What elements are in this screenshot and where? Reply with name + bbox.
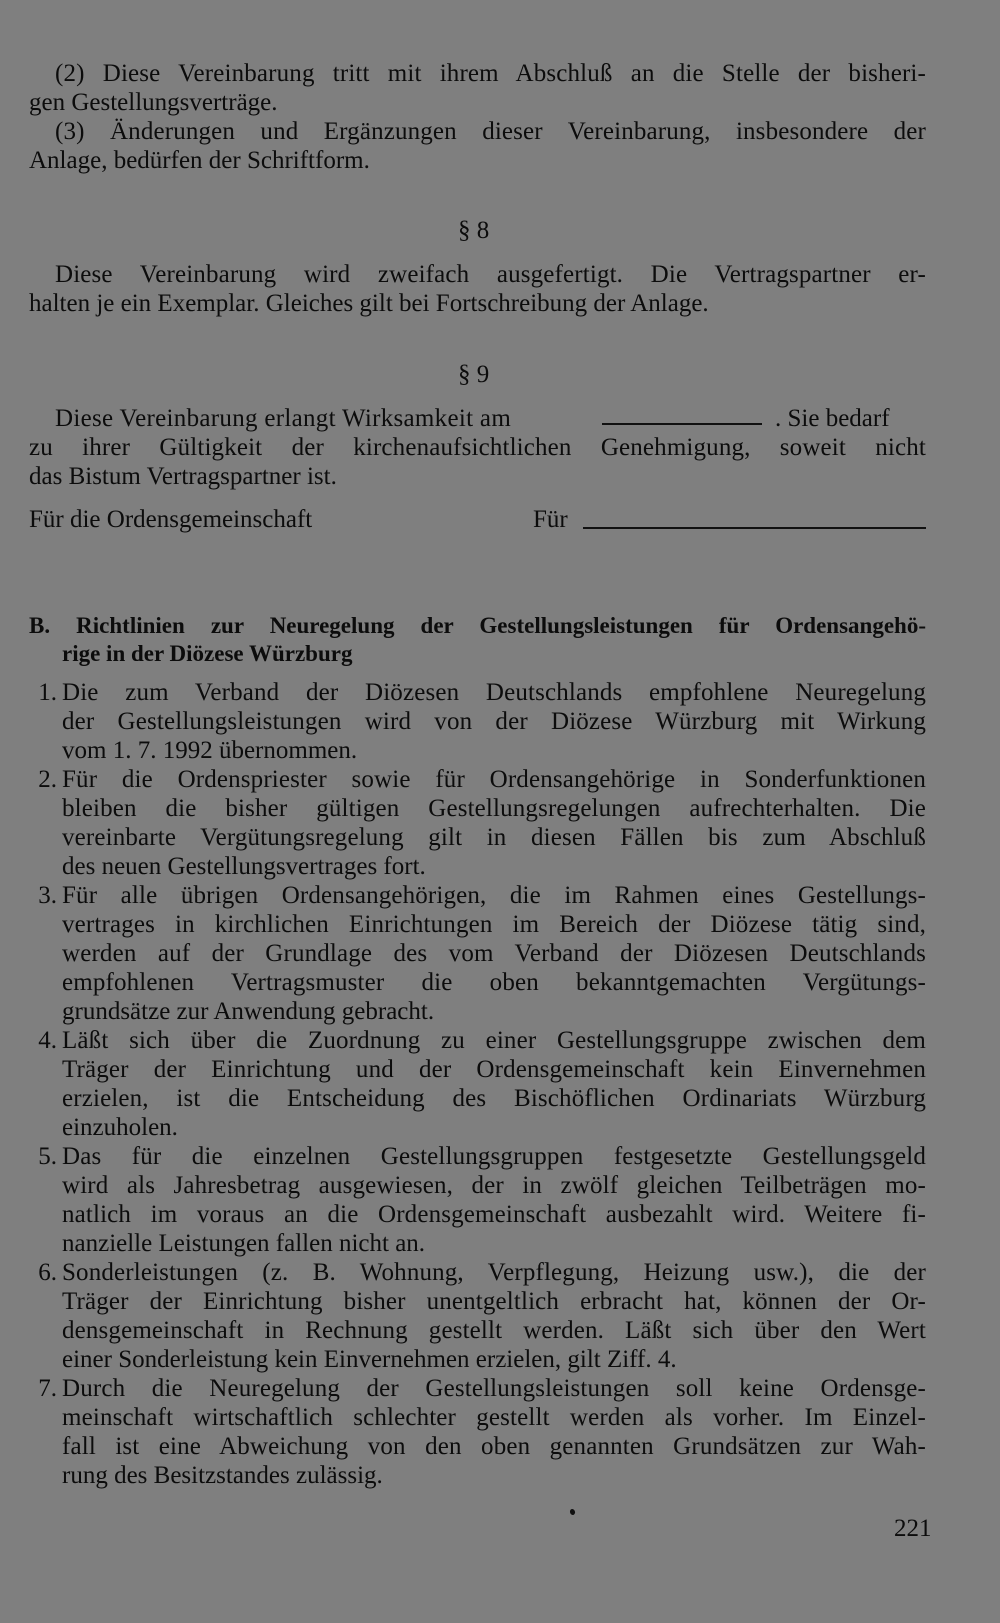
list-item-line: Die zum Verband der Diözesen Deutschlands empfohlene Neuregelung — [62, 679, 926, 706]
list-item-number: 5. — [38, 1143, 57, 1170]
section-b-heading-cont: rige in der Diözese Würzburg — [62, 641, 353, 666]
list-item-line: empfohlenen Vertragsmuster die oben bekanntgemachten Vergütungs- — [62, 969, 926, 996]
list-item-number: 7. — [38, 1375, 57, 1402]
list-item-line: vom 1. 7. 1992 übernommen. — [62, 737, 358, 764]
list-item-number: 3. — [38, 882, 57, 909]
list-item-line: werden auf der Grundlage des vom Verband der Diözesen Deutschlands — [62, 940, 926, 967]
list-item-line: rung des Besitzstandes zulässig. — [62, 1462, 383, 1489]
list-item-number: 2. — [38, 766, 57, 793]
page-number: 221 — [894, 1515, 932, 1542]
list-item-line: des neuen Gestellungsvertrages fort. — [62, 853, 426, 880]
list-item-line: densgemeinschaft in Rechnung gestellt werden. Läßt sich über den Wert — [62, 1317, 926, 1344]
text-line: (2) Diese Vereinbarung tritt mit ihrem Abschluß an die Stelle der bisheri- — [55, 60, 926, 87]
text-line: zu ihrer Gültigkeit der kirchenaufsichtlichen Genehmigung, soweit nicht — [29, 434, 926, 461]
list-item-line: natlich im voraus an die Ordensgemeinschaft ausbezahlt wird. Weitere fi- — [62, 1201, 926, 1228]
text-line: halten je ein Exemplar. Gleiches gilt bei Fortschreibung der Anlage. — [29, 290, 709, 317]
text-line: gen Gestellungsverträge. — [29, 89, 278, 116]
list-item-line: Sonderleistungen (z. B. Wohnung, Verpflegung, Heizung usw.), die der — [62, 1259, 926, 1286]
list-item-line: erzielen, ist die Entscheidung des Bischöflichen Ordinariats Würzburg — [62, 1085, 926, 1112]
list-item-line: vertrages in kirchlichen Einrichtungen im Bereich der Diözese tätig sind, — [62, 911, 926, 938]
text-line: Anlage, bedürfen der Schriftform. — [29, 147, 370, 174]
list-item-line: wird als Jahresbetrag ausgewiesen, der in zwölf gleichen Teilbeträgen mo- — [62, 1172, 926, 1199]
signature-label-right: Für — [533, 506, 568, 533]
list-item-line: der Gestellungsleistungen wird von der Diözese Würzburg mit Wirkung — [62, 708, 926, 735]
list-item-number: 4. — [38, 1027, 57, 1054]
text-line: Diese Vereinbarung wird zweifach ausgefertigt. Die Vertragspartner er- — [55, 261, 926, 288]
list-item-line: vereinbarte Vergütungsregelung gilt in diesen Fällen bis zum Abschluß — [62, 824, 926, 851]
section-b-heading: B. Richtlinien zur Neuregelung der Gestellungsleistungen für Ordensangehö- — [29, 613, 926, 638]
date-blank-line — [602, 423, 762, 425]
text-line: Diese Vereinbarung erlangt Wirksamkeit am — [55, 405, 512, 432]
list-item-line: Träger der Einrichtung bisher unentgeltlich erbracht hat, können der Or- — [62, 1288, 926, 1315]
list-item-line: Träger der Einrichtung und der Ordensgemeinschaft kein Einvernehmen — [62, 1056, 926, 1083]
list-item-line: Läßt sich über die Zuordnung zu einer Gestellungsgruppe zwischen dem — [62, 1027, 926, 1054]
list-item-line: einer Sonderleistung kein Einvernehmen erzielen, gilt Ziff. 4. — [62, 1346, 677, 1373]
ink-mark — [569, 1508, 576, 1515]
list-item-line: grundsätze zur Anwendung gebracht. — [62, 998, 435, 1025]
list-item-number: 1. — [38, 679, 57, 706]
list-item-line: Durch die Neuregelung der Gestellungsleistungen soll keine Ordensge- — [62, 1375, 926, 1402]
list-item-line: fall ist eine Abweichung von den oben genannten Grundsätzen zur Wah- — [62, 1433, 926, 1460]
list-item-line: Für die Ordenspriester sowie für Ordensangehörige in Sonderfunktionen — [62, 766, 926, 793]
text-line: (3) Änderungen und Ergänzungen dieser Vereinbarung, insbesondere der — [55, 118, 926, 145]
list-item-line: meinschaft wirtschaftlich schlechter gestellt werden als vorher. Im Einzel- — [62, 1404, 926, 1431]
section-heading: § 8 — [458, 217, 490, 244]
section-heading: § 9 — [458, 361, 490, 388]
list-item-line: einzuholen. — [62, 1114, 178, 1141]
list-item-line: Das für die einzelnen Gestellungsgruppen festgesetzte Gestellungsgeld — [62, 1143, 926, 1170]
list-item-line: bleiben die bisher gültigen Gestellungsregelungen aufrechterhalten. Die — [62, 795, 926, 822]
list-item-line: nanzielle Leistungen fallen nicht an. — [62, 1230, 426, 1257]
signature-label-left: Für die Ordensgemeinschaft — [29, 506, 313, 533]
signature-blank-line — [583, 527, 926, 529]
text-line: das Bistum Vertragspartner ist. — [29, 463, 337, 490]
text-line: . Sie bedarf — [775, 405, 890, 432]
list-item-line: Für alle übrigen Ordensangehörigen, die im Rahmen eines Gestellungs- — [62, 882, 926, 909]
list-item-number: 6. — [38, 1259, 57, 1286]
